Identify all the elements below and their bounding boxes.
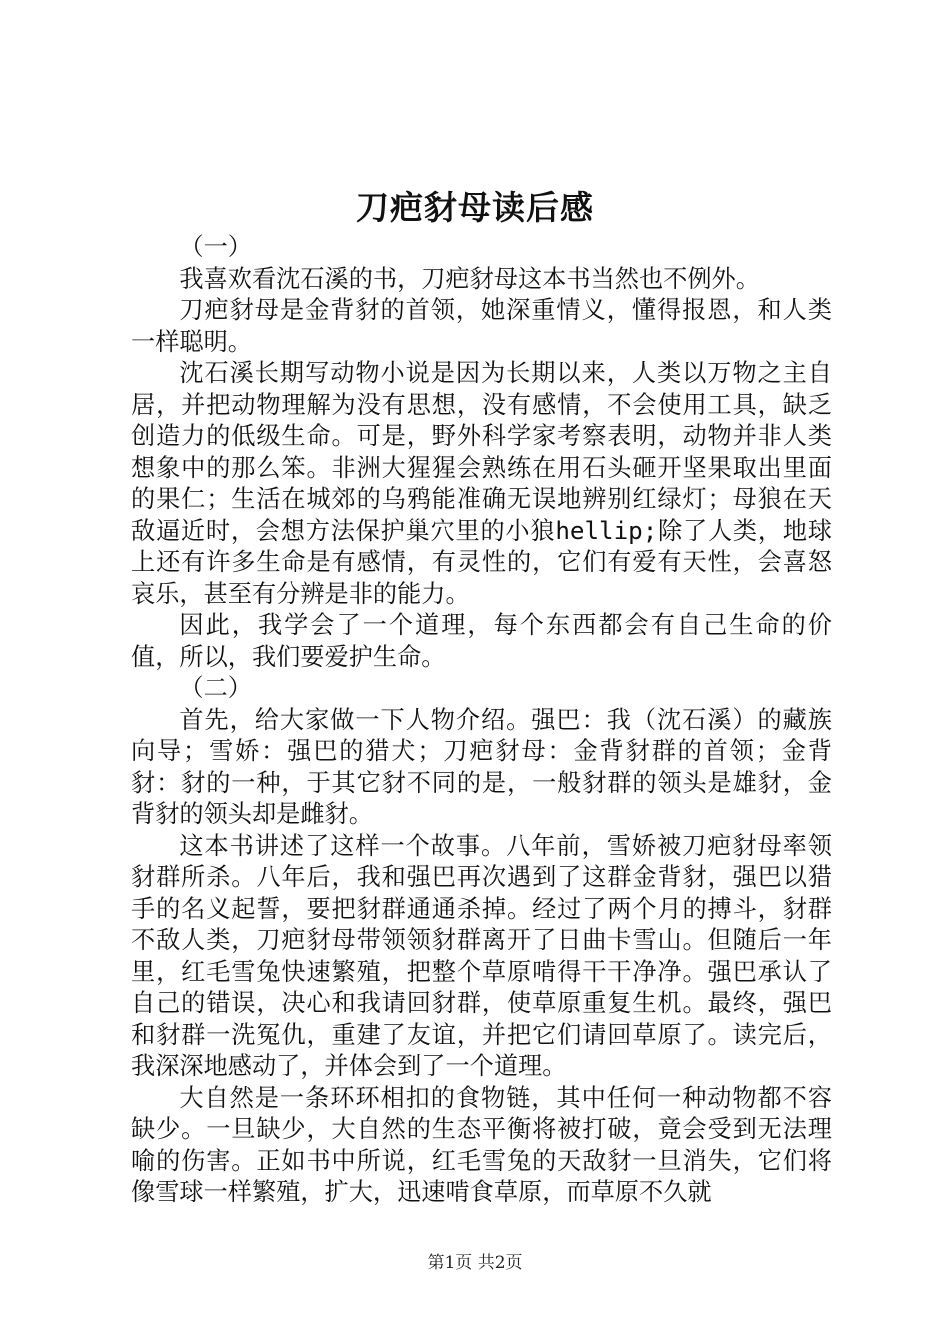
paragraph: 沈石溪长期写动物小说是因为长期以来，人类以万物之主自居，并把动物理解为没有思想，没有感情，不会使用工具，缺乏创造力的低级生命。可是，野外科学家考察表明，动物并非人类想象中的那么笨。非洲大猩猩会熟练在用石头砸开坚果取出里面的果仁；生活在城郊的乌鸦能准确无误地辨别红绿灯；母狼在天敌逼近时，会想方法保护巢穴里的小狼hellip;除了人类，地球上还有许多生命是有感情，有灵性的，它们有爱有天性，会喜怒哀乐，甚至有分辨是非的能力。 xyxy=(131,359,832,608)
section-heading-1: （一） xyxy=(179,233,252,261)
paragraph: 这本书讲述了这样一个故事。八年前，雪娇被刀疤豺母率领豺群所杀。八年后，我和强巴再次遇到了这群金背豺，强巴以猎手的名义起誓，要把豺群通通杀掉。经过了两个月的搏斗，豺群不敌人类，刀疤豺母带领领豺群离开了日曲卡雪山。但随后一年里，红毛雪兔快速繁殖，把整个草原啃得干干净净。强巴承认了自己的错误，决心和我请回豺群，使草原重复生机。最终，强巴和豺群一洗冤仇，重建了友谊，并把它们请回草原了。读完后，我深深地感动了，并体会到了一个道理。 xyxy=(131,831,832,1080)
paragraph: 我喜欢看沈石溪的书，刀疤豺母这本书当然也不例外。 xyxy=(179,264,760,293)
paragraph: 大自然是一条环环相扣的食物链，其中任何一种动物都不容缺少。一旦缺少，大自然的生态平衡将被打破，竟会受到无法理喻的伤害。正如书中所说，红毛雪兔的天敌豺一旦消失，它们将像雪球一样繁殖，扩大，迅速啃食草原，而草原不久就 xyxy=(131,1083,832,1206)
page-footer: 第1页 共2页 xyxy=(427,1253,523,1273)
paragraph: 因此，我学会了一个道理，每个东西都会有自己生命的价值，所以，我们要爱护生命。 xyxy=(131,611,832,671)
paragraph: 首先，给大家做一下人物介绍。强巴：我（沈石溪）的藏族向导；雪娇：强巴的猎犬；刀疤豺母：金背豺群的首领；金背豺：豺的一种，于其它豺不同的是，一般豺群的领头是雄豺，金背豺的领头却是雌豺。 xyxy=(131,705,832,828)
document-body xyxy=(131,232,832,1209)
paragraph: 刀疤豺母是金背豺的首领，她深重情义，懂得报恩，和人类一样聪明。 xyxy=(131,296,832,356)
section-heading-2: （二） xyxy=(179,674,252,702)
document-title: 刀疤豺母读后感 xyxy=(356,188,594,227)
